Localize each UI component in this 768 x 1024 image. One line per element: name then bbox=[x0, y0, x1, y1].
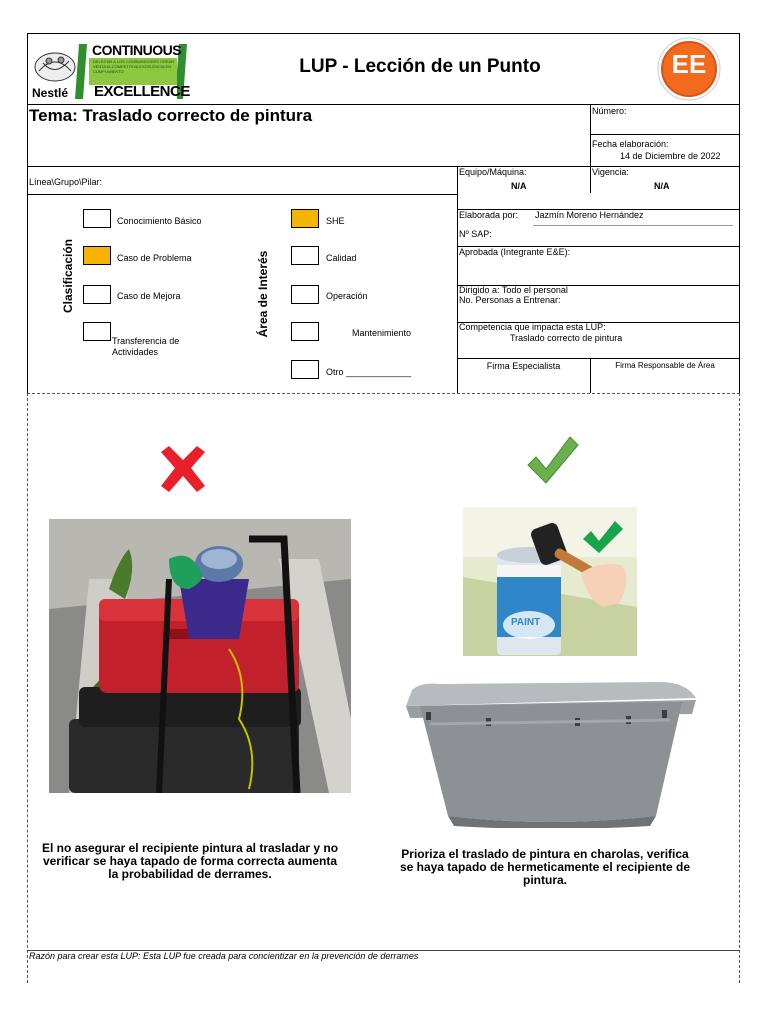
elaborada-label: Elaborada por: bbox=[459, 210, 519, 220]
area-title: Área de Interés bbox=[256, 250, 270, 338]
content-right-border bbox=[739, 393, 740, 983]
continuous-excellence-logo bbox=[31, 41, 189, 101]
rp-line-5 bbox=[457, 358, 740, 359]
logo-continuous-text: CONTINUOUS bbox=[92, 42, 182, 58]
firma-responsable: Firma Responsable de Área bbox=[615, 361, 715, 370]
firma-especialista: Firma Especialista bbox=[486, 361, 561, 371]
label-otro: Otro _____________ bbox=[326, 367, 412, 377]
checkbox-transferencia[interactable] bbox=[83, 322, 111, 341]
sap-label: Nº SAP: bbox=[459, 229, 492, 239]
aprobada-label: Aprobada (Integrante E&E): bbox=[459, 247, 571, 257]
logo-tagline: DELEITAR A LOS CONSUMIDORES CREAR VENTAJA COMPETITIVA EXCELENCIA EN CUMPLIMIENTO bbox=[93, 59, 175, 74]
ee-badge-text: EE bbox=[671, 49, 707, 79]
right-caption: Prioriza el traslado de pintura en charolas, verifica se haya tapado de hermeticamente el recipiente de pintura. bbox=[399, 847, 691, 887]
nestle-brand: Nestlé bbox=[32, 86, 69, 100]
page-title: LUP - Lección de un Punto bbox=[299, 56, 541, 77]
numero-divider bbox=[590, 134, 740, 135]
gray-tray-photo bbox=[400, 676, 700, 828]
tema-title: Tema: Traslado correcto de pintura bbox=[29, 106, 313, 125]
dirigido-label: Dirigido a: Todo el personal bbox=[459, 285, 568, 295]
section-divider bbox=[27, 393, 740, 394]
wrong-caption: El no asegurar el recipiente pintura al trasladar y no verificar se haya tapado de forma correcta aumenta la probabilidad de derrames. bbox=[41, 841, 339, 881]
frame-top bbox=[27, 33, 740, 34]
sealing-paint-can-illustration bbox=[463, 507, 637, 656]
competencia-value: Traslado correcto de pintura bbox=[510, 333, 623, 343]
fecha-value: 14 de Diciembre de 2022 bbox=[620, 151, 721, 161]
checkmark-icon bbox=[524, 433, 580, 487]
label-caso-de-problema: Caso de Problema bbox=[117, 253, 192, 263]
label-caso-de-mejora: Caso de Mejora bbox=[117, 291, 181, 301]
paint-label: PAINT bbox=[511, 617, 541, 628]
label-transferencia: Transferencia de Actividades bbox=[112, 336, 180, 357]
content-left-border bbox=[27, 393, 28, 983]
label-conocimiento-basico: Conocimiento Básico bbox=[117, 216, 202, 226]
label-calidad: Calidad bbox=[326, 253, 357, 263]
vigencia-label: Vigencia: bbox=[592, 167, 629, 177]
linea-label: Línea\Grupo\Pilar: bbox=[29, 177, 103, 187]
tema-divider bbox=[27, 166, 740, 167]
numero-label: Número: bbox=[592, 106, 627, 116]
linea-divider bbox=[27, 194, 457, 195]
checkbox-operacion[interactable] bbox=[291, 285, 319, 304]
checkbox-she[interactable] bbox=[291, 209, 319, 228]
frame-left bbox=[27, 33, 28, 393]
numero-col-line bbox=[590, 104, 591, 193]
label-mantenimiento: Mantenimiento bbox=[352, 328, 412, 338]
ee-badge bbox=[657, 37, 721, 101]
checkbox-caso-de-problema[interactable] bbox=[83, 246, 111, 265]
vigencia-value: N/A bbox=[654, 181, 670, 191]
logo-excellence-text: EXCELLENCE bbox=[94, 83, 190, 100]
frame-right bbox=[739, 33, 740, 393]
equipo-value: N/A bbox=[511, 181, 527, 191]
personas-label: No. Personas a Entrenar: bbox=[459, 295, 561, 305]
header-divider bbox=[27, 104, 740, 105]
elaborada-value: Jazmín Moreno Hernández bbox=[535, 210, 644, 220]
checkbox-mantenimiento[interactable] bbox=[291, 322, 319, 341]
label-she: SHE bbox=[326, 216, 345, 226]
label-operacion: Operación bbox=[326, 291, 368, 301]
clasificacion-title: Clasificación bbox=[61, 238, 75, 314]
checkbox-conocimiento-basico[interactable] bbox=[83, 209, 111, 228]
unsecured-paint-cart-photo bbox=[49, 519, 351, 793]
elaborada-underline bbox=[533, 225, 733, 226]
footer-reason: Razón para crear esta LUP: Esta LUP fue creada para concientizar en la prevención de derrames bbox=[29, 951, 419, 961]
fecha-label: Fecha elaboración: bbox=[592, 139, 669, 149]
checkbox-calidad[interactable] bbox=[291, 246, 319, 265]
equipo-label: Equipo/Máquina: bbox=[459, 167, 527, 177]
cross-icon bbox=[155, 444, 211, 494]
checkbox-otro[interactable] bbox=[291, 360, 319, 379]
checkbox-caso-de-mejora[interactable] bbox=[83, 285, 111, 304]
competencia-label: Competencia que impacta esta LUP: bbox=[459, 322, 606, 332]
